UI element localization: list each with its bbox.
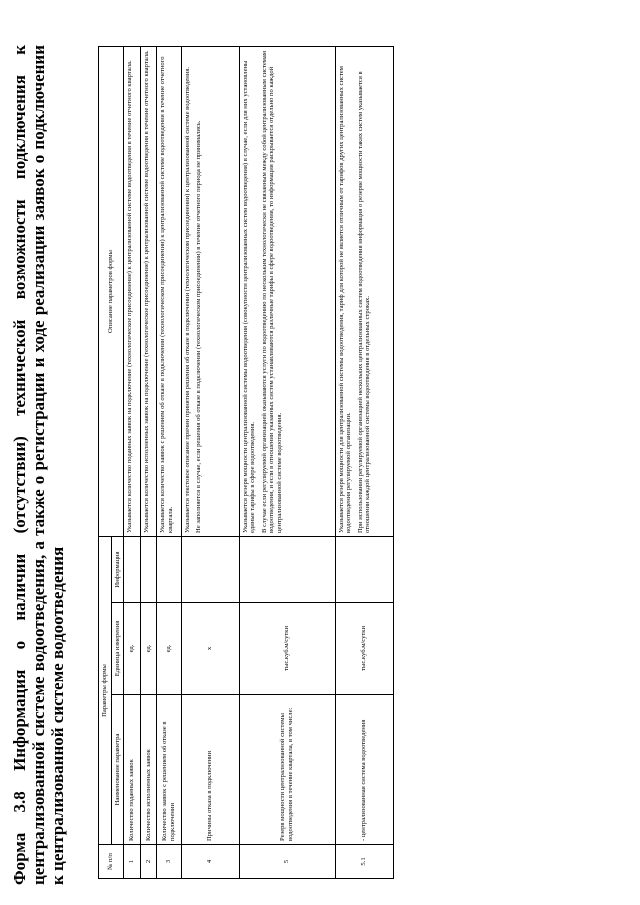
desc-paragraph: При использовании регулируемой организацией нескольких централизованных систем водоотведения информация о резерве мощности таких систем указывается в отношении каждой централизованной системы водоотведения в отдельных строках.	[356, 71, 372, 533]
row-info	[181, 537, 239, 603]
table-row	[239, 47, 335, 879]
desc-paragraph: Указывается количество поданных заявок на подключение (технологическое присоединение) к централизованной системе водоотведения в течение отчетного квартала.	[126, 60, 134, 533]
desc-paragraph: Указывается количество заявок с решением об отказе в подключении (технологическом присоединении) к централизованной системе водоотведения в течение отчетного квартала.	[159, 56, 174, 533]
desc-paragraph: Указывается резерв мощности централизованной системы водоотведения (совокупности централизованных систем водоотведения) в случае, если для них установлены единые тарифы в сфере водоотведения.	[241, 60, 257, 533]
table-row	[335, 47, 393, 879]
table-header-row	[99, 47, 112, 879]
row-unit: ед.	[140, 603, 157, 695]
row-unit: ед.	[157, 603, 181, 695]
header-name: Наименование параметра	[111, 695, 124, 845]
row-name: - централизованная система водоотведения	[335, 695, 393, 845]
table-row	[157, 47, 181, 879]
row-info	[140, 537, 157, 603]
row-desc	[124, 47, 141, 537]
row-num: 1	[124, 845, 141, 879]
desc-paragraph: В случае если регулируемой организацией оказываются услуги по водоотведению по нескольким технологически не связанным между собой централизованным системам водоотведения, и если в отношении указанных систем устанавливаются различные тарифы в сфере водоотведения, то информация раскрывается отдельно по каждой централизованной системе водоотведения.	[260, 51, 283, 533]
row-desc	[239, 47, 335, 537]
row-num: 3	[157, 845, 181, 879]
row-info	[157, 537, 181, 603]
header-params-group: Параметры формы	[99, 537, 112, 845]
row-unit: тыс.куб.м/сутки	[239, 603, 335, 695]
row-unit: тыс.куб.м/сутки	[335, 603, 393, 695]
row-desc	[181, 47, 239, 537]
row-num: 5.1	[335, 845, 393, 879]
parameters-table	[98, 46, 394, 879]
row-info	[239, 537, 335, 603]
row-info	[335, 537, 393, 603]
row-unit: x	[181, 603, 239, 695]
header-info: Информация	[111, 537, 124, 603]
row-name: Причины отказа в подключении	[181, 695, 239, 845]
form-title: Форма 3.8 Информация о наличии (отсутствии) технической возможности подключения к централизованной системе водоотведения, а также о регистрации и ходе реализации заявок о подключении к централизованной системе водоотведения	[10, 45, 67, 885]
desc-paragraph: Указывается количество исполненных заявок на подключение (технологическое присоединение) к централизованной системе водоотведения в течение отчетного квартала.	[142, 50, 150, 533]
table-row	[181, 47, 239, 879]
desc-paragraph: Указывается резерв мощности для централизованной системы водоотведения, тариф для которой не является отличным от тарифов других централизованных систем водоотведения регулируемой организации.	[337, 66, 353, 533]
table-row	[124, 47, 141, 879]
row-desc	[140, 47, 157, 537]
row-name: Количество заявок с решением об отказе в подключении	[157, 695, 181, 845]
row-desc	[157, 47, 181, 537]
row-num: 2	[140, 845, 157, 879]
desc-paragraph: Указывается текстовое описание причин принятия решения об отказе в подключении (технологическом присоединении) к централизованной системе водоотведения.	[183, 66, 191, 533]
row-unit: ед.	[124, 603, 141, 695]
row-num: 5	[239, 845, 335, 879]
row-desc	[335, 47, 393, 537]
header-unit: Единица измерения	[111, 603, 124, 695]
row-num: 4	[181, 845, 239, 879]
header-desc: Описание параметров формы	[99, 47, 124, 537]
desc-paragraph: Не заполняется в случае, если решения об отказе в подключении (технологическом присоединении) в течение отчетного периода не принимались.	[195, 120, 203, 533]
row-name: Количество исполненных заявок	[140, 695, 157, 845]
header-num: № п/п	[99, 845, 124, 879]
row-name: Количество поданных заявок	[124, 695, 141, 845]
table-row	[140, 47, 157, 879]
row-info	[124, 537, 141, 603]
row-name: Резерв мощности централизованной системы водоотведения в течение квартала, в том числе:	[239, 695, 335, 845]
